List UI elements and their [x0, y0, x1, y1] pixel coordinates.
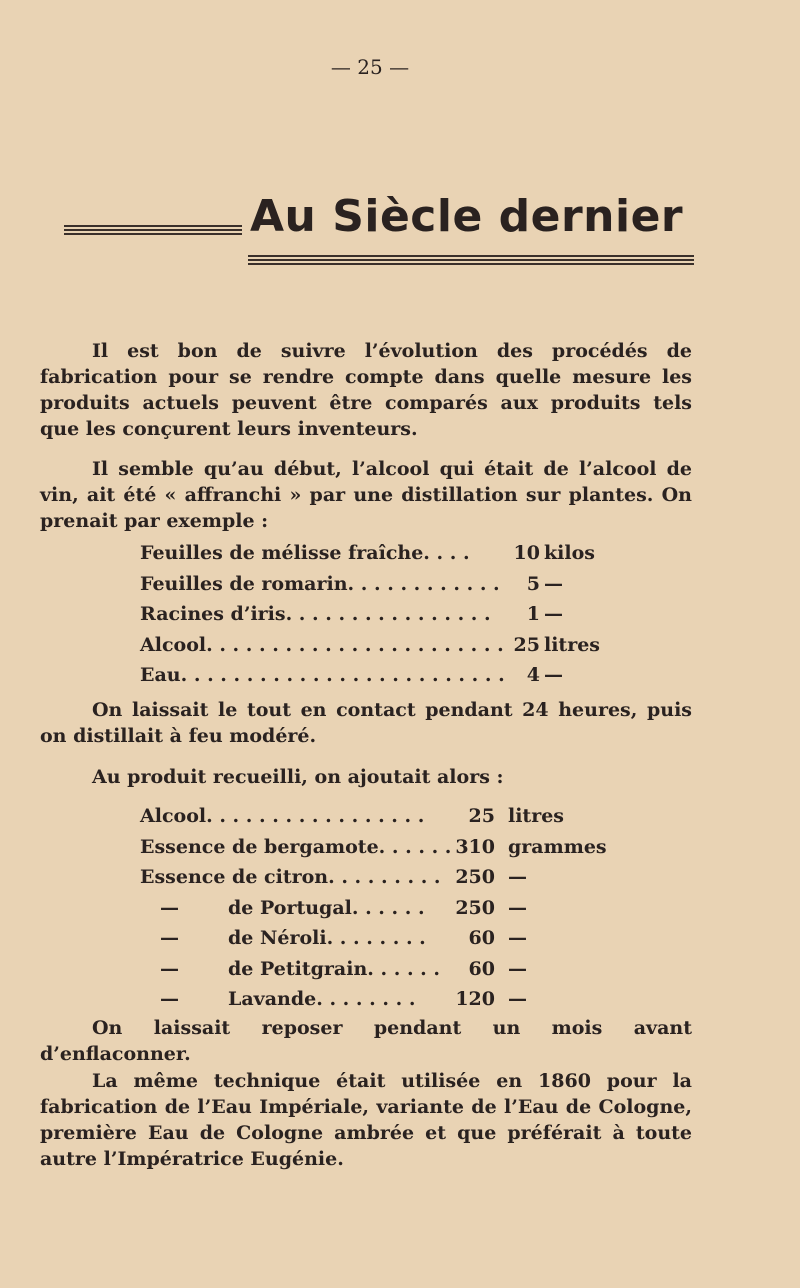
paragraph-rest: On laissait reposer pendant un mois avant d’enflaconner.	[40, 1017, 692, 1065]
ingredient-unit: litres	[508, 805, 565, 827]
ingredient-name: Essence de citron. . . . . . . . .	[140, 866, 441, 888]
paragraph-product: Au produit recueilli, on ajoutait alors :	[92, 766, 504, 788]
ingredient-qty: 60	[468, 927, 495, 949]
ingredient-name: Eau. . . . . . . . . . . . . . . . . . . . . . . . .	[140, 664, 505, 686]
ingredient-qty: 10	[513, 542, 540, 564]
ingredient-unit: —	[508, 896, 527, 919]
ingredient-qty: 250	[455, 896, 495, 919]
ingredient-unit: —	[508, 927, 527, 949]
ingredient-name: Racines d’iris. . . . . . . . . . . . . . . .	[140, 603, 491, 625]
ingredient-name: de Portugal. . . . . .	[228, 896, 425, 919]
page-number: — 25 —	[330, 55, 410, 79]
ingredient-qty: 250	[455, 866, 495, 888]
ingredient-name: Feuilles de romarin. . . . . . . . . . . .	[140, 572, 500, 595]
ingredient-qty: 310	[455, 835, 495, 858]
ditto-dash: —	[160, 957, 179, 980]
ditto-dash: —	[160, 927, 179, 949]
ingredient-name: Essence de bergamote. . . . . .	[140, 835, 452, 858]
ditto-dash: —	[160, 988, 179, 1010]
ingredient-name: de Néroli. . . . . . . .	[228, 927, 426, 949]
ingredient-unit: —	[544, 664, 563, 686]
ingredient-name: Alcool. . . . . . . . . . . . . . . . . . . . . . .	[140, 633, 504, 656]
ingredient-qty: 4	[526, 664, 540, 686]
ingredient-name: Lavande. . . . . . . .	[228, 988, 416, 1010]
ingredient-unit: —	[544, 603, 563, 625]
paragraph-intro: Il est bon de suivre l’évolution des procédés de fabrication pour se rendre compte dans quelle mesure les produits actuels peuvent être comparés aux produits tels que les conçurent leurs inventeurs.	[40, 340, 692, 440]
ingredient-unit: —	[508, 866, 527, 888]
ingredient-qty: 25	[468, 805, 495, 827]
paragraph-distillation: Il semble qu’au début, l’alcool qui était de l’alcool de vin, ait été « affranchi » par une distillation sur plantes. On prenait par exemple :	[40, 458, 692, 532]
ingredient-unit: —	[508, 988, 527, 1010]
ingredient-qty: 120	[455, 988, 495, 1010]
ingredient-qty: 5	[526, 572, 540, 595]
ingredient-unit: grammes	[508, 835, 607, 858]
ditto-dash: —	[160, 896, 179, 919]
title-rule-left	[64, 225, 242, 237]
ingredient-name: Feuilles de mélisse fraîche. . . .	[140, 542, 470, 564]
ingredient-name: de Petitgrain. . . . . .	[228, 957, 441, 980]
ingredient-qty: 1	[526, 603, 540, 625]
ingredient-qty: 25	[513, 633, 540, 656]
ingredient-qty: 60	[468, 957, 495, 980]
ingredient-unit: —	[508, 957, 527, 980]
title-rule-under	[248, 255, 694, 267]
paragraph-history: La même technique était utilisée en 1860 pour la fabrication de l’Eau Impériale, variante de l’Eau de Cologne, première Eau de Cologne ambrée et que préférait à toute autre l’Impératrice Eugénie.	[40, 1070, 692, 1170]
ingredient-unit: litres	[544, 633, 601, 656]
ingredient-name: Alcool. . . . . . . . . . . . . . . . .	[140, 805, 425, 827]
paragraph-contact: On laissait le tout en contact pendant 24 heures, puis on distillait à feu modéré.	[40, 699, 692, 747]
ingredient-unit: —	[544, 572, 563, 595]
title-block	[64, 191, 692, 275]
ingredient-unit: kilos	[544, 542, 595, 564]
page-title: Au Siècle dernier	[250, 191, 684, 242]
